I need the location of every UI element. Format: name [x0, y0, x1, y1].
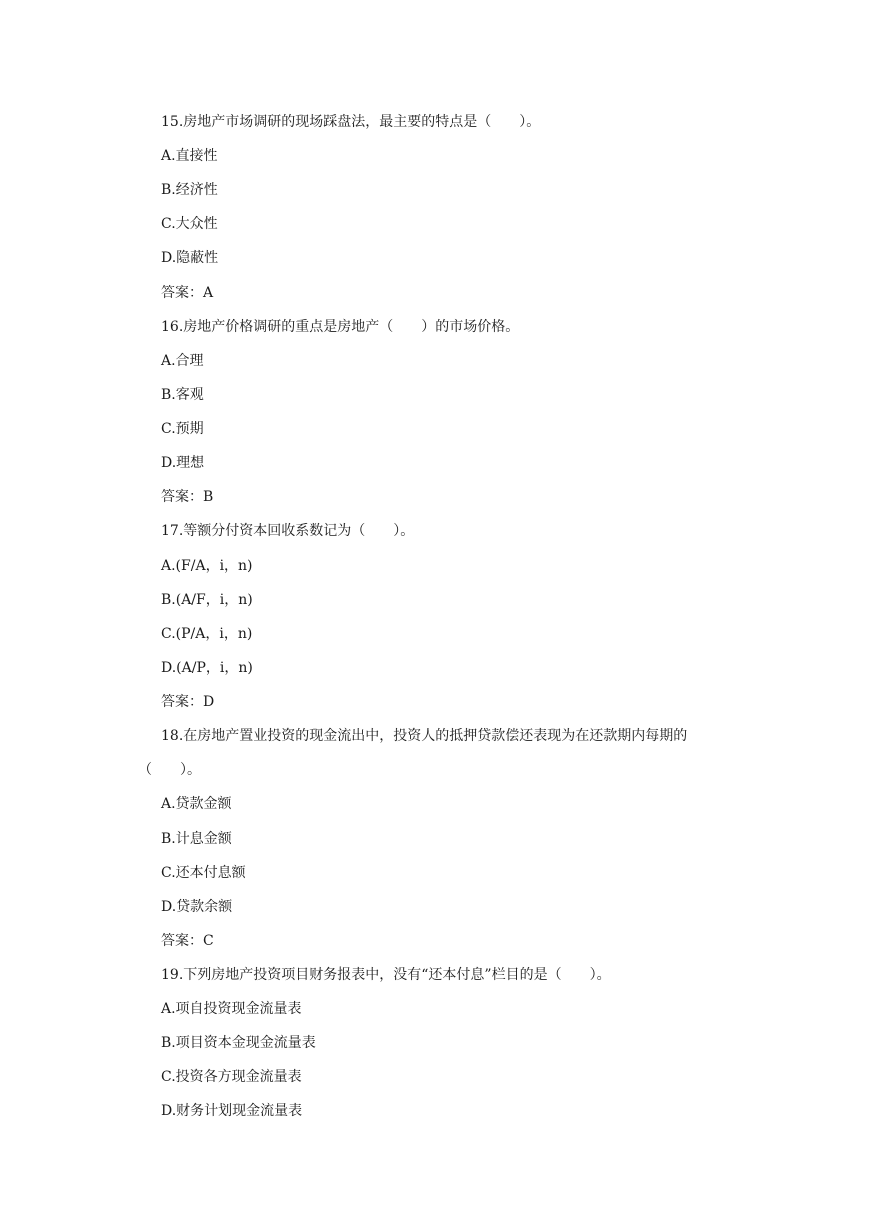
option-19-b: B.项目资本金现金流量表 [161, 1035, 316, 1051]
option-17-a: A.(F/A，i，n) [161, 558, 253, 574]
question-17: 17.等额分付资本回收系数记为（ ）。 [161, 523, 415, 539]
answer-17: 答案：D [161, 694, 215, 710]
option-17-d: D.(A/P，i，n) [161, 660, 253, 676]
option-16-c: C.预期 [161, 421, 204, 437]
answer-18: 答案：C [161, 933, 214, 949]
question-15: 15.房地产市场调研的现场踩盘法，最主要的特点是（ ）。 [161, 114, 541, 130]
option-16-d: D.理想 [161, 455, 205, 471]
option-15-b: B.经济性 [161, 182, 218, 198]
option-17-b: B.(A/F，i，n) [161, 592, 253, 608]
option-17-c: C.(P/A，i，n) [161, 626, 253, 642]
answer-15: 答案：A [161, 285, 214, 301]
option-15-c: C.大众性 [161, 216, 218, 232]
option-18-d: D.贷款余额 [161, 899, 233, 915]
option-16-b: B.客观 [161, 387, 204, 403]
option-18-c: C.还本付息额 [161, 865, 246, 881]
question-18: 18.在房地产置业投资的现金流出中，投资人的抵押贷款偿还表现为在还款期内每期的 [161, 728, 688, 744]
option-19-a: A.项自投资现金流量表 [161, 1001, 302, 1017]
option-18-b: B.计息金额 [161, 831, 232, 847]
question-16: 16.房地产价格调研的重点是房地产（ ）的市场价格。 [161, 319, 520, 335]
option-15-a: A.直接性 [161, 148, 218, 164]
question-18-continuation: （ ）。 [138, 762, 201, 778]
answer-16: 答案：B [161, 489, 214, 505]
question-19: 19.下列房地产投资项目财务报表中，没有“还本付息”栏目的是（ ）。 [161, 967, 611, 983]
option-16-a: A.合理 [161, 353, 204, 369]
option-18-a: A.贷款金额 [161, 796, 232, 812]
option-19-c: C.投资各方现金流量表 [161, 1069, 302, 1085]
option-19-d: D.财务计划现金流量表 [161, 1103, 303, 1119]
option-15-d: D.隐蔽性 [161, 250, 219, 266]
